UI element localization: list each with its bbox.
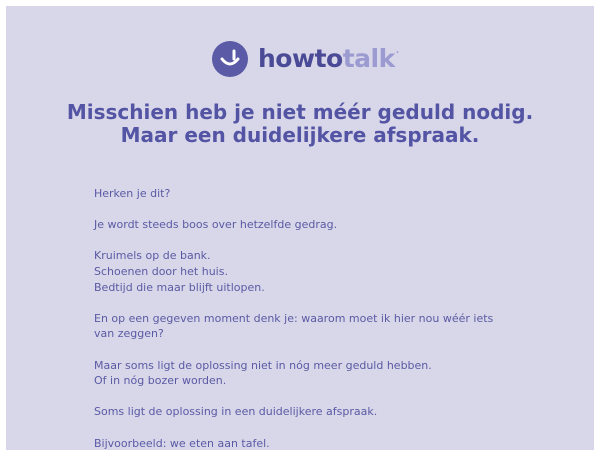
body-paragraph: Je wordt steeds boos over hetzelfde gedrag.	[94, 218, 338, 232]
headline-line-1: Misschien heb je niet méér geduld nodig.	[66, 100, 534, 124]
body-line: Schoenen door het huis.	[94, 264, 228, 278]
email-body	[94, 186, 514, 450]
brand-name-dark: howto	[258, 44, 343, 73]
smile-logo-icon	[212, 41, 248, 77]
headline-line-2: Maar een duidelijkere afspraak.	[120, 123, 480, 147]
body-line: Of in nóg bozer worden.	[94, 374, 227, 388]
body-paragraph-list	[94, 248, 514, 295]
body-line: Kruimels op de bank.	[94, 249, 211, 263]
body-paragraph: Soms ligt de oplossing in een duidelijkere afspraak.	[94, 405, 378, 419]
email-canvas	[6, 6, 594, 450]
body-paragraph: Herken je dit?	[94, 187, 171, 200]
brand-name-light: talk	[342, 44, 395, 73]
body-paragraph: Bijvoorbeeld: we eten aan tafel.	[94, 436, 270, 450]
body-line: Bedtijd die maar blijft uitlopen.	[94, 280, 265, 294]
howtotalk-logo[interactable]	[212, 41, 399, 77]
brand-name-suffix: .	[395, 46, 399, 56]
body-paragraph: En op een gegeven moment denk je: waarom moet ik hier nou wéér iets van zeggen?	[94, 311, 494, 341]
brand-name	[258, 41, 399, 77]
headline	[6, 101, 594, 147]
body-paragraph-list	[94, 358, 514, 389]
body-line: Maar soms ligt de oplossing niet in nóg meer geduld hebben.	[94, 358, 432, 372]
